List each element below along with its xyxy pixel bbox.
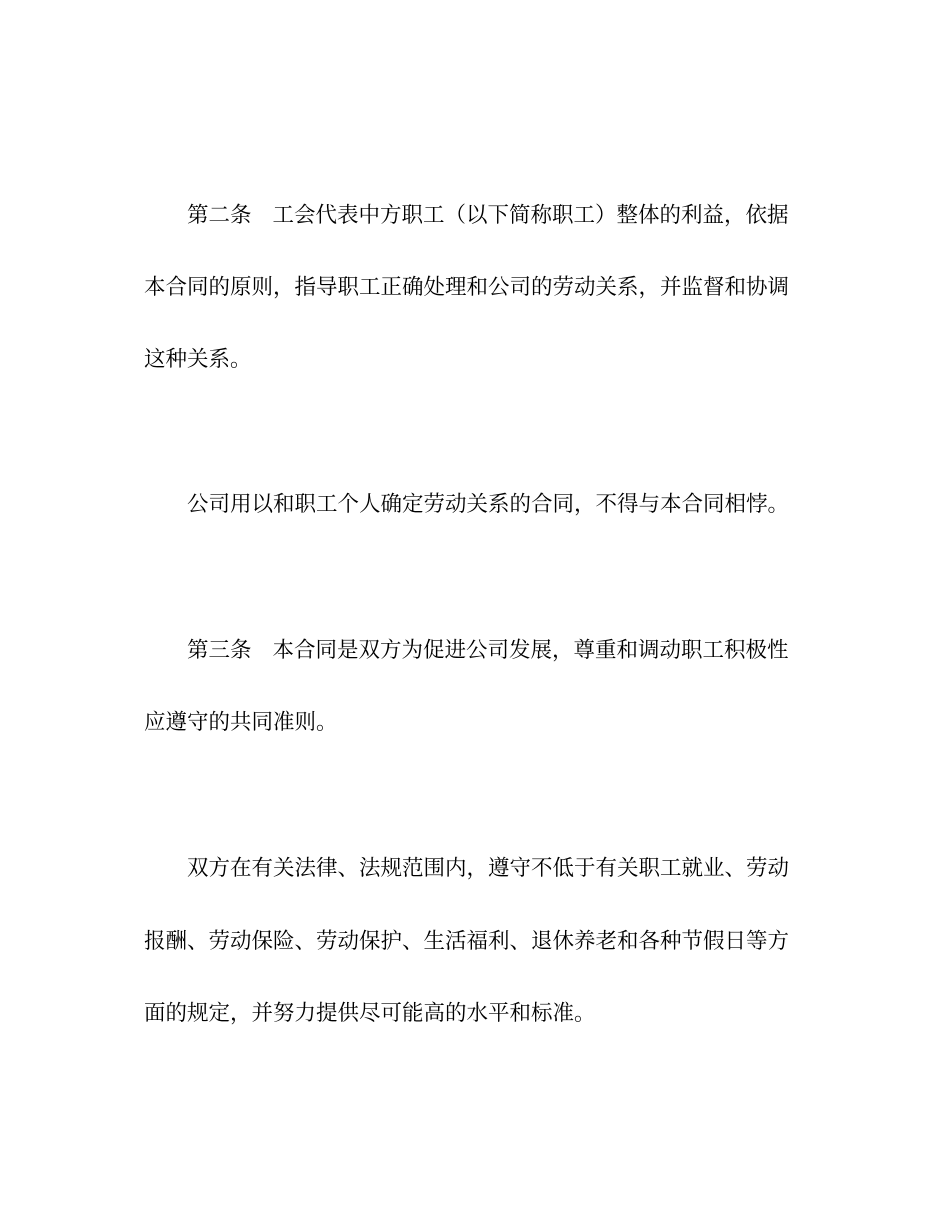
paragraph-4-line-3: 面的规定，并努力提供尽可能高的水平和标准。: [144, 1001, 596, 1026]
paragraph-1-line-2: 本合同的原则，指导职工正确处理和公司的劳动关系，并监督和协调: [144, 275, 790, 300]
paragraph-text: 工会代表中方职工（以下简称职工）整体的利益，依据: [272, 203, 789, 228]
paragraph-3-line-1: [187, 636, 867, 666]
paragraph-2-line-1: 公司用以和职工个人确定劳动关系的合同，不得与本合同相悖。: [187, 492, 790, 517]
paragraph-1-line-1: [187, 201, 867, 231]
article-number: 第三条: [187, 638, 252, 663]
paragraph-text: 本合同是双方为促进公司发展，尊重和调动职工积极性: [272, 638, 789, 663]
paragraph-4-line-1: 双方在有关法律、法规范围内，遵守不低于有关职工就业、劳动: [187, 856, 790, 881]
paragraph-1-line-3: 这种关系。: [144, 347, 252, 372]
paragraph-4-line-2: 报酬、劳动保险、劳动保护、生活福利、退休养老和各种节假日等方: [144, 929, 790, 954]
article-number: 第二条: [187, 203, 252, 228]
paragraph-3-line-2: 应遵守的共同准则。: [144, 710, 338, 735]
